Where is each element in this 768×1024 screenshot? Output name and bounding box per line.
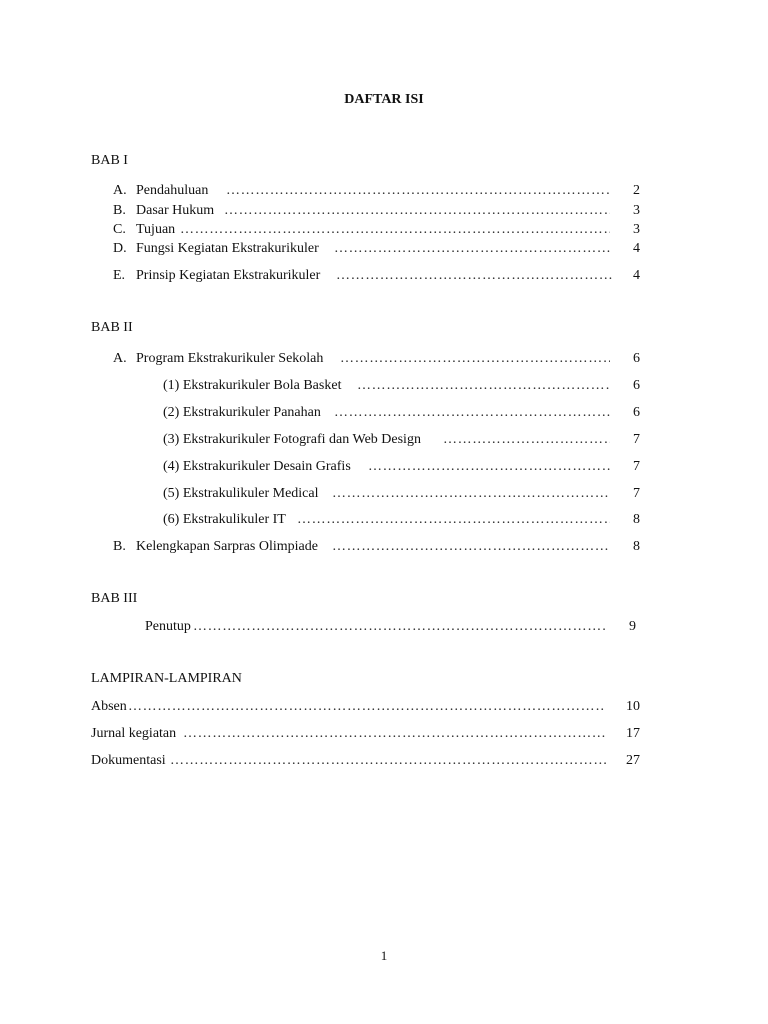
entry-page: 3 [633, 203, 640, 218]
section-heading-bab-2: BAB II [91, 320, 133, 335]
entry-marker: C. [113, 222, 126, 237]
toc-entry-dokumentasi [0, 752, 768, 770]
entry-page: 8 [633, 512, 640, 527]
leader-dots [226, 182, 610, 200]
entry-page: 6 [633, 378, 640, 393]
leader-dots [128, 698, 606, 716]
section-heading-bab-3: BAB III [91, 591, 138, 606]
entry-label: Tujuan [136, 222, 176, 237]
section-heading-bab-1: BAB I [91, 153, 128, 168]
leader-dots [193, 618, 606, 636]
toc-subentry-fotografi [0, 431, 768, 449]
entry-marker: B. [113, 539, 126, 554]
entry-label: Prinsip Kegiatan Ekstrakurikuler [136, 268, 321, 283]
toc-entry-prinsip [0, 267, 768, 285]
leader-dots [180, 221, 610, 239]
toc-subentry-medical [0, 485, 768, 503]
toc-subentry-it [0, 511, 768, 529]
entry-page: 3 [633, 222, 640, 237]
toc-entry-dasar-hukum [0, 202, 768, 220]
page-title: DAFTAR ISI [344, 92, 424, 107]
leader-dots [334, 240, 610, 258]
leader-dots [332, 485, 610, 503]
entry-label: Dasar Hukum [136, 203, 215, 218]
entry-page: 8 [633, 539, 640, 554]
entry-page: 27 [626, 753, 640, 768]
toc-entry-absen [0, 698, 768, 716]
page-number: 1 [380, 948, 388, 963]
toc-entry-program-ekstrakurikuler [0, 350, 768, 368]
entry-marker: E. [113, 268, 126, 283]
toc-entry-pendahuluan [0, 182, 768, 200]
toc-entry-kelengkapan-sarpras [0, 538, 768, 556]
entry-marker: A. [113, 351, 127, 366]
section-heading-lampiran: LAMPIRAN-LAMPIRAN [91, 671, 242, 686]
toc-subentry-bola-basket [0, 377, 768, 395]
leader-dots [368, 458, 610, 476]
leader-dots [334, 404, 610, 422]
entry-marker: B. [113, 203, 126, 218]
leader-dots [297, 511, 610, 529]
toc-entry-fungsi [0, 240, 768, 258]
entry-page: 7 [633, 486, 640, 501]
leader-dots [183, 725, 606, 743]
leader-dots [170, 752, 606, 770]
entry-page: 4 [633, 241, 640, 256]
toc-entry-jurnal-kegiatan [0, 725, 768, 743]
entry-label: Fungsi Kegiatan Ekstrakurikuler [136, 241, 319, 256]
leader-dots [340, 350, 610, 368]
entry-label: (5) Ekstrakulikuler Medical [163, 486, 319, 501]
entry-label: (3) Ekstrakurikuler Fotografi dan Web Design [163, 432, 421, 447]
entry-page: 9 [629, 619, 636, 634]
leader-dots [224, 202, 610, 220]
entry-page: 2 [633, 183, 640, 198]
entry-marker: A. [113, 183, 127, 198]
entry-label: Dokumentasi [91, 753, 166, 768]
entry-label: (4) Ekstrakurikuler Desain Grafis [163, 459, 351, 474]
entry-label: Absen [91, 699, 127, 714]
entry-label: Jurnal kegiatan [91, 726, 177, 741]
entry-label: Pendahuluan [136, 183, 209, 198]
leader-dots [357, 377, 610, 395]
leader-dots [332, 538, 610, 556]
entry-page: 6 [633, 405, 640, 420]
entry-page: 7 [633, 432, 640, 447]
entry-label: (6) Ekstrakulikuler IT [163, 512, 286, 527]
entry-label: Kelengkapan Sarpras Olimpiade [136, 539, 318, 554]
entry-marker: D. [113, 241, 127, 256]
entry-page: 6 [633, 351, 640, 366]
toc-entry-tujuan [0, 221, 768, 239]
leader-dots [443, 431, 610, 449]
entry-page: 4 [633, 268, 640, 283]
entry-label: Penutup [145, 619, 191, 634]
toc-subentry-panahan [0, 404, 768, 422]
entry-page: 10 [626, 699, 640, 714]
entry-label: (2) Ekstrakurikuler Panahan [163, 405, 321, 420]
toc-subentry-desain-grafis [0, 458, 768, 476]
leader-dots [336, 267, 612, 285]
toc-entry-penutup [0, 618, 768, 636]
entry-label: (1) Ekstrakurikuler Bola Basket [163, 378, 342, 393]
entry-label: Program Ekstrakurikuler Sekolah [136, 351, 324, 366]
entry-page: 17 [626, 726, 640, 741]
entry-page: 7 [633, 459, 640, 474]
